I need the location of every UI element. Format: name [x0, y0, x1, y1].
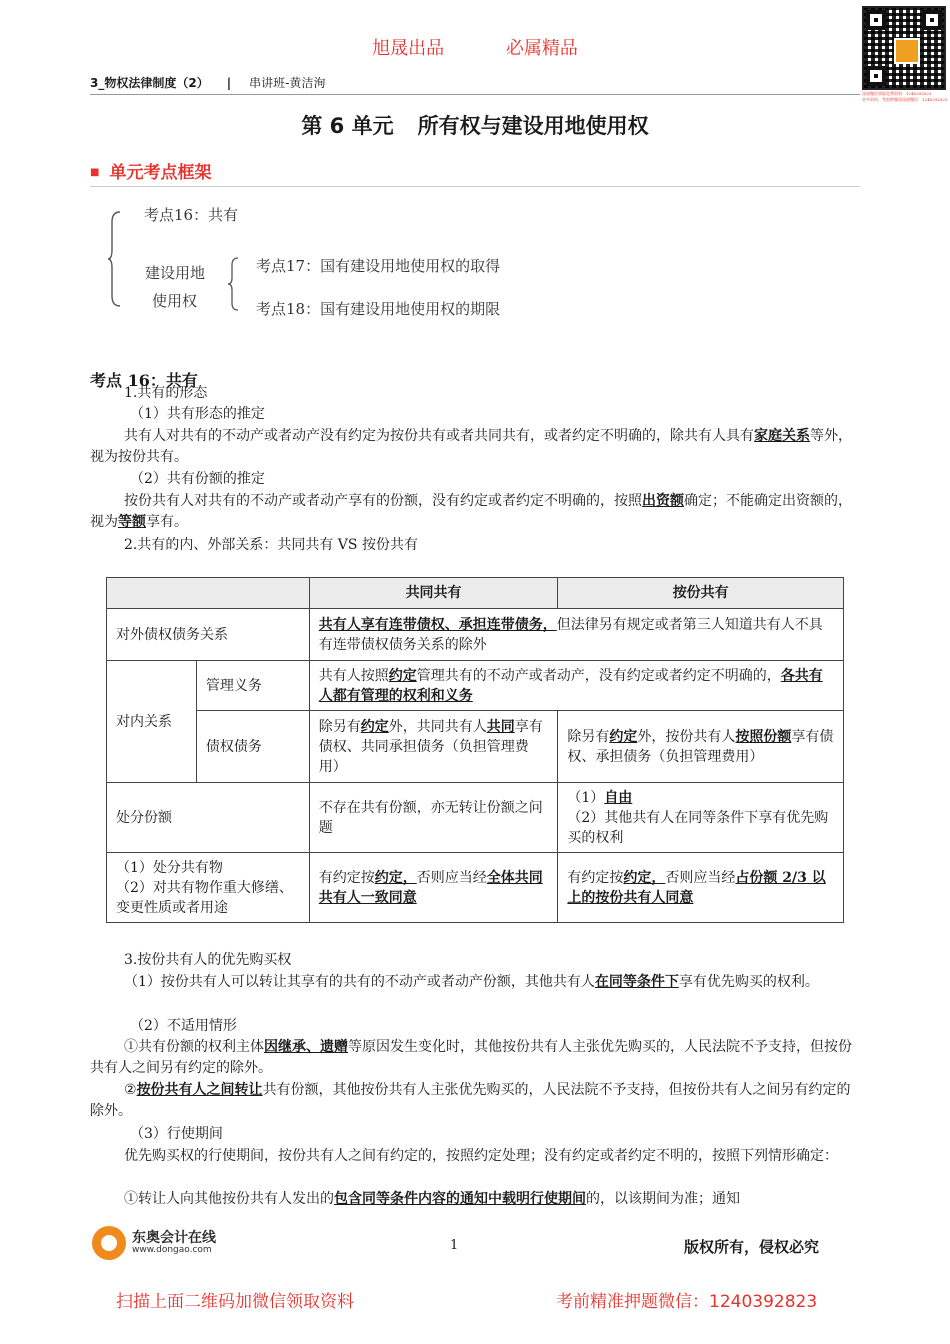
- doc-header: 3_物权法律制度（2） | 串讲班-黄洁洵: [90, 76, 326, 90]
- paragraph: （1）按份共有人可以转让其享有的共有的不动产或者动产份额，其他共有人在同等条件下享有优先购买的权利。: [124, 974, 819, 990]
- table-cell: 不存在共有份额，亦无转让份额之问题: [309, 783, 558, 853]
- subsection-item: （3）行使期间: [130, 1126, 223, 1142]
- subsection-title: 2.共有的内、外部关系：共同共有 VS 按份共有: [124, 537, 418, 553]
- row-label: （1）处分共有物 （2）对共有物作重大修缮、变更性质或者用途: [107, 853, 310, 923]
- table-cell: （1）自由 （2）其他共有人在同等条件下享有优先购买的权利: [558, 783, 844, 853]
- row-sublabel: 债权债务: [196, 711, 309, 783]
- bullet-icon: ■: [90, 167, 100, 178]
- subsection-item: （2）不适用情形: [130, 1018, 237, 1034]
- table-row: [107, 711, 844, 783]
- framework-kp18: 考点18：国有建设用地使用权的期限: [256, 300, 501, 318]
- table-cell: 除另有约定外，按份共有人按照份额享有债权、承担债务（负担管理费用）: [558, 711, 844, 783]
- promo-right: 考前精准押题微信：1240392823: [556, 1292, 818, 1312]
- comparison-table: [106, 577, 844, 923]
- paragraph: ①共有份额的权利主体因继承、遗赠等原因发生变化时，其他按份共有人主张优先购买的，人民法院不予支持，但按份共有人之间另有约定的除外。: [90, 1039, 852, 1076]
- row-label: 对外债权债务关系: [107, 609, 310, 661]
- page-number: 1: [450, 1238, 459, 1253]
- section-divider: [90, 186, 860, 187]
- chapter-label: 3_物权法律制度（2）: [90, 76, 209, 90]
- brace-icon: [228, 256, 238, 312]
- table-cell: 除另有约定外，共同共有人共同享有债权、共同承担债务（负担管理费用）: [309, 711, 558, 783]
- course-label: 串讲班-黄洁洵: [249, 76, 326, 90]
- header-divider: [90, 94, 860, 95]
- banner-right: 必属精品: [505, 38, 578, 59]
- column-header: 共同共有: [309, 578, 558, 609]
- paragraph: 按份共有人对共有的不动产或者动产享有的份额，没有约定或者约定不明确的，按照出资额确定；不能确定出资额的，视为等额享有。: [90, 493, 852, 530]
- subsection-title: 3.按份共有人的优先购买权: [124, 952, 292, 968]
- table-row: [107, 783, 844, 853]
- qr-code: [862, 6, 946, 90]
- framework-kp16: 考点16：共有: [144, 206, 239, 224]
- page-title: 第 6 单元 所有权与建设用地使用权: [301, 114, 649, 138]
- copyright-notice: 版权所有，侵权必究: [684, 1238, 820, 1256]
- paragraph: ②按份共有人之间转让共有份额，其他按份共有人主张优先购买的，人民法院不予支持，但按份共有人之间另有约定的除外。: [90, 1082, 851, 1119]
- subsection-item: （1）共有形态的推定: [130, 406, 265, 422]
- framework-group-line2: 使用权: [152, 292, 198, 310]
- table-cell: 有约定按约定，否则应当经占份额 2/3 以上的按份共有人同意: [558, 853, 844, 923]
- table-cell: 共有人按照约定管理共有的不动产或者动产，没有约定或者约定不明确的，各共有人都有管理的权利和义务: [309, 661, 843, 711]
- dongao-logo: 东奥会计在线 www.dongao.com: [92, 1224, 232, 1264]
- table-header-row: [107, 578, 844, 609]
- table-row: [107, 609, 844, 661]
- row-label: 处分份额: [107, 783, 310, 853]
- kp16-heading: 考点 16：共有: [90, 371, 198, 390]
- table-cell: 有约定按约定，否则应当经全体共同共有人一致同意: [309, 853, 558, 923]
- promo-left: 扫描上面二维码加微信领取资料: [116, 1292, 354, 1312]
- row-sublabel: 管理义务: [196, 661, 309, 711]
- banner-left: 旭晟出品: [372, 38, 445, 59]
- logo-icon: [92, 1226, 126, 1260]
- table-row: [107, 853, 844, 923]
- brace-icon: [108, 210, 120, 308]
- row-label: 对内关系: [107, 661, 197, 783]
- subsection-title: 1.共有的形态: [124, 385, 208, 401]
- qr-caption: 添加微信领取免费资料：1240392823 更多资料、考前押题请添加微信：1240392823: [862, 91, 948, 102]
- paragraph: 共有人对共有的不动产或者动产没有约定为按份共有或者共同共有，或者约定不明确的，除共有人具有家庭关系等外，视为按份共有。: [90, 428, 852, 465]
- framework-kp17: 考点17：国有建设用地使用权的取得: [256, 257, 501, 275]
- column-header: 按份共有: [558, 578, 844, 609]
- section-heading: ■ 单元考点框架: [90, 163, 212, 183]
- table-row: [107, 661, 844, 711]
- subsection-item: （2）共有份额的推定: [130, 471, 265, 487]
- paragraph: ①转让人向其他按份共有人发出的包含同等条件内容的通知中载明行使期间的，以该期间为准；通知: [124, 1191, 740, 1207]
- paragraph: 优先购买权的行使期间，按份共有人之间有约定的，按照约定处理；没有约定或者约定不明的，按照下列情形确定：: [124, 1148, 838, 1164]
- top-banner: [0, 34, 950, 60]
- framework-group-line1: 建设用地: [145, 264, 206, 282]
- table-cell: 共有人享有连带债权、承担连带债务，但法律另有规定或者第三人知道共有人不具有连带债权债务关系的除外: [309, 609, 843, 661]
